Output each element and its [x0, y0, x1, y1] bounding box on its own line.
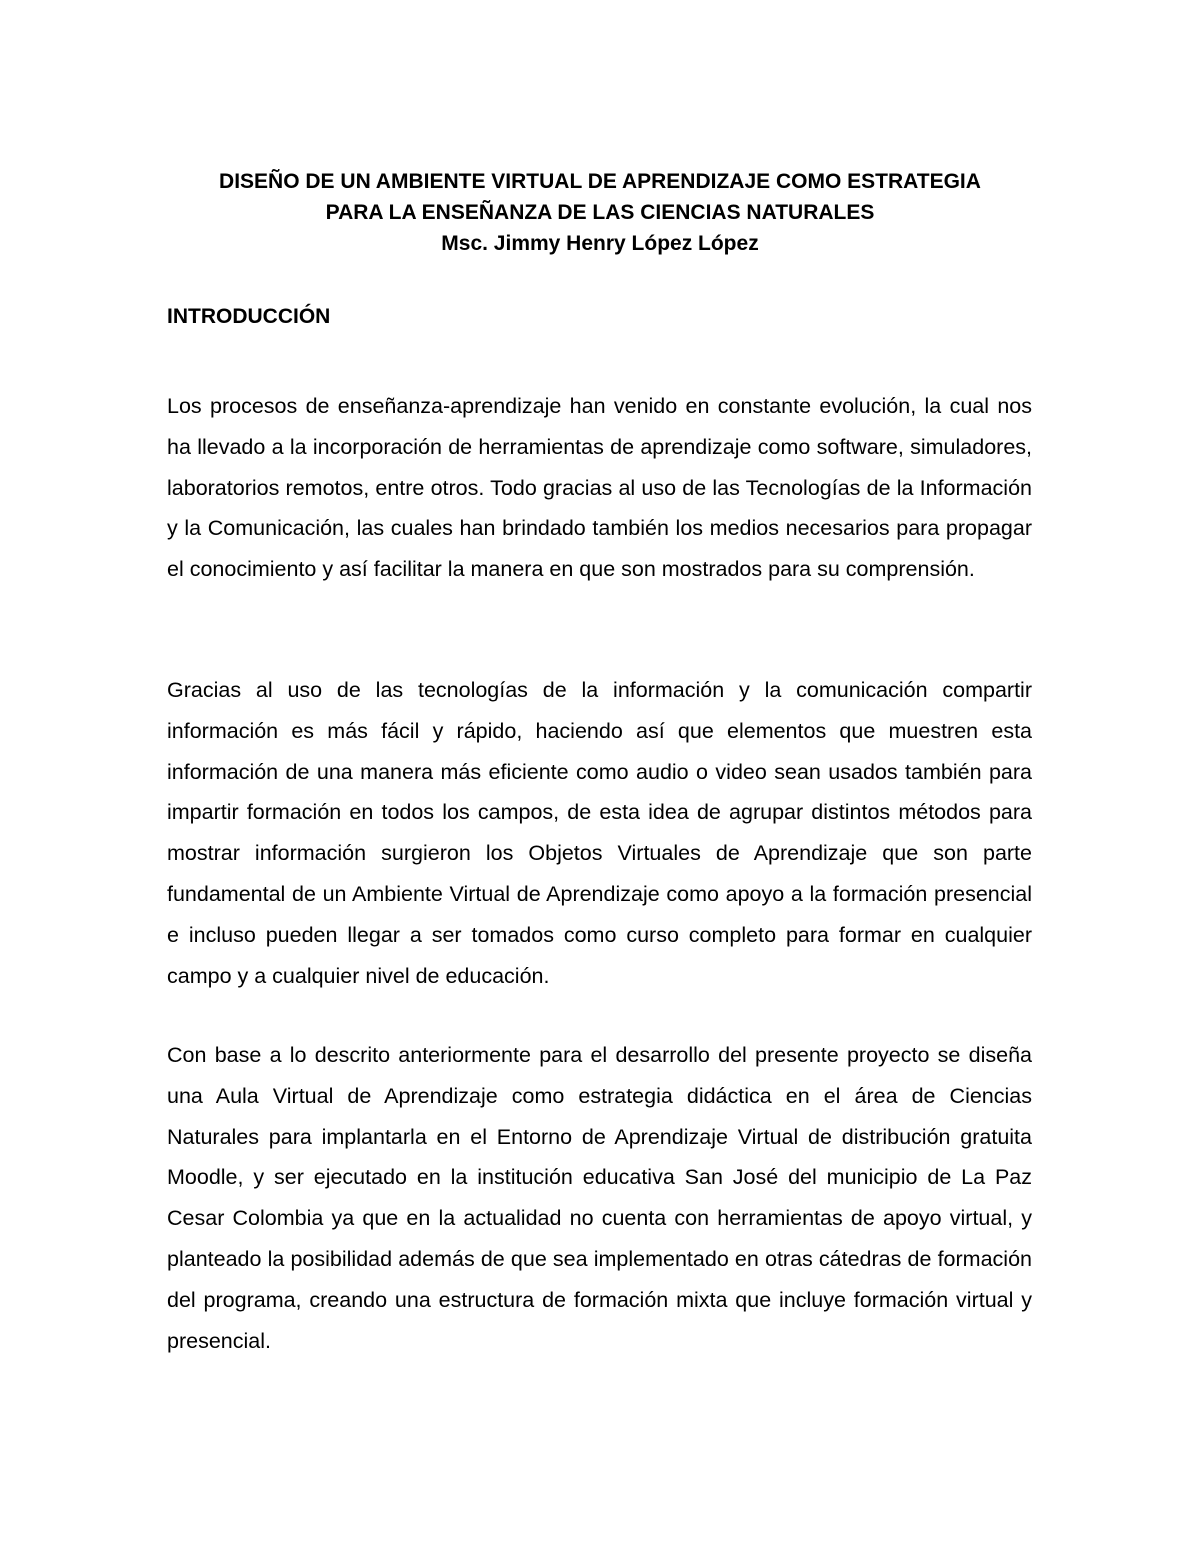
title-block	[120, 166, 1080, 259]
paragraph-3: Con base a lo descrito anteriormente para el desarrollo del presente proyecto se diseña una Aula Virtual de Aprendizaje como estrategia didáctica en el área de Ciencias Naturales para implantarla en el Entorno de Aprendizaje Virtual de distribución gratuita Moodle, y ser ejecutado en la institución educativa San José del municipio de La Paz Cesar Colombia ya que en la actualidad no cuenta con herramientas de apoyo virtual, y planteado la posibilidad además de que sea implementado en otras cátedras de formación del programa, creando una estructura de formación mixta que incluye formación virtual y presencial.	[167, 1043, 1032, 1353]
document-title-line-1: DISEÑO DE UN AMBIENTE VIRTUAL DE APRENDIZAJE COMO ESTRATEGIA	[219, 170, 981, 193]
author-name: Msc. Jimmy Henry López López	[441, 232, 759, 255]
document-title-line-2: PARA LA ENSEÑANZA DE LAS CIENCIAS NATURALES	[325, 201, 875, 224]
section-heading: INTRODUCCIÓN	[167, 305, 331, 328]
paragraph-1: Los procesos de enseñanza-aprendizaje han venido en constante evolución, la cual nos ha llevado a la incorporación de herramientas de aprendizaje como software, simuladores, laboratorios remotos, entre otros. Todo gracias al uso de las Tecnologías de la Información y la Comunicación, las cuales han brindado también los medios necesarios para propagar el conocimiento y así facilitar la manera en que son mostrados para su comprensión.	[167, 394, 1032, 582]
paragraph-2: Gracias al uso de las tecnologías de la información y la comunicación compartir información es más fácil y rápido, haciendo así que elementos que muestren esta información de una manera más eficiente como audio o video sean usados también para impartir formación en todos los campos, de esta idea de agrupar distintos métodos para mostrar información surgieron los Objetos Virtuales de Aprendizaje que son parte fundamental de un Ambiente Virtual de Aprendizaje como apoyo a la formación presencial e incluso pueden llegar a ser tomados como curso completo para formar en cualquier campo y a cualquier nivel de educación.	[167, 678, 1032, 988]
